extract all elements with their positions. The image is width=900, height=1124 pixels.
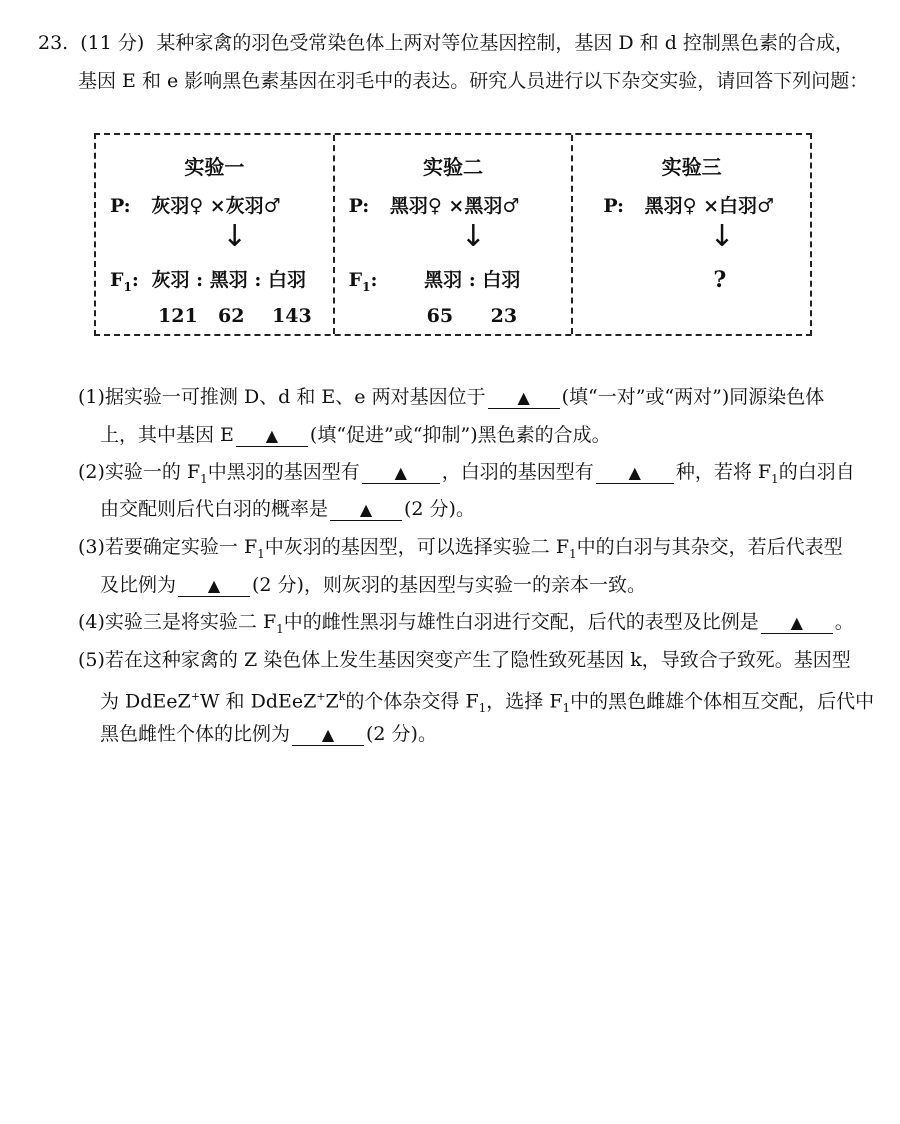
q2-line-2 (100, 496, 475, 522)
q4-text-a: (4)实验三是将实验二 F (78, 611, 277, 633)
answer-triangle-icon: ▲ (517, 388, 530, 407)
experiment-table (94, 133, 812, 336)
q4-text-b: 中的雌性黑羽与雄性白羽进行交配，后代的表型及比例是 (283, 611, 759, 633)
experiment-2-f1 (349, 265, 521, 294)
experiment-2-parents (349, 191, 520, 218)
q5-text-g: 中的黑色雌雄个体相互交配，后代中 (570, 690, 875, 713)
count-white: 143 (272, 305, 312, 327)
q5-line-2 (100, 684, 874, 721)
q5-blank-1[interactable] (292, 724, 364, 746)
answer-triangle-icon: ▲ (394, 463, 407, 482)
answer-triangle-icon: ▲ (790, 613, 803, 632)
subscript-1: 1 (257, 546, 265, 561)
parents-cross: 灰羽♀ ×灰羽♂ (151, 195, 281, 217)
q1-line-2 (100, 422, 611, 448)
superscript-k: k (338, 690, 346, 703)
answer-triangle-icon: ▲ (321, 725, 335, 744)
cross-arrow-icon: ↓ (460, 219, 486, 254)
q3-blank-1[interactable] (178, 575, 250, 597)
count-gray: 121 (158, 305, 198, 327)
stem-text-2: 基因 E 和 e 影响黑色素基因在羽毛中的表达。研究人员进行以下杂交实验，请回答下列问题： (78, 70, 869, 92)
q3-text-b: 中灰羽的基因型，可以选择实验二 F (264, 536, 570, 558)
q2-text-c: ，白羽的基因型有 (441, 461, 594, 483)
q5-text-b: 为 DdEeZ (100, 690, 191, 713)
q4-blank-1[interactable] (761, 612, 833, 634)
q5-text-e: 的个体杂交得 F (345, 690, 479, 713)
q4-line-1 (78, 609, 854, 642)
answer-triangle-icon: ▲ (265, 426, 279, 445)
subscript-1: 1 (200, 471, 208, 486)
q3-text-a: (3)若要确定实验一 F (78, 536, 258, 558)
count-white: 23 (490, 305, 518, 327)
q1-line-1 (78, 384, 824, 410)
q4-text-c: 。 (834, 611, 854, 633)
q5-text-d: Z (325, 690, 339, 713)
answer-triangle-icon: ▲ (359, 500, 373, 519)
experiment-1-f1 (110, 265, 306, 294)
count-black: 62 (218, 305, 245, 327)
subscript-1: 1 (771, 471, 779, 486)
answer-triangle-icon: ▲ (628, 463, 641, 482)
q1-blank-1[interactable] (488, 387, 560, 409)
q5-text-f: ，选择 F (486, 690, 563, 713)
experiment-1-parents (110, 191, 281, 218)
subscript-1: 1 (569, 546, 577, 561)
q5-line-3 (100, 721, 437, 747)
cross-arrow-icon: ↓ (222, 219, 248, 254)
q2-text-d: 种，若将 F (675, 461, 772, 483)
subscript-1: 1 (276, 621, 284, 636)
unknown-result: ? (713, 267, 727, 293)
q5-text-i: (2 分)。 (366, 723, 437, 745)
count-black: 65 (426, 305, 454, 327)
q2-blank-1[interactable] (362, 462, 440, 484)
q2-blank-2[interactable] (596, 462, 674, 484)
f1-ratio: 黑羽 : 白羽 (424, 269, 521, 291)
q2-text-b: 中黑羽的基因型有 (207, 461, 360, 483)
experiment-2-title: 实验二 (423, 155, 483, 179)
q2-line-1 (78, 459, 855, 492)
q2-blank-3[interactable] (330, 499, 402, 521)
experiment-3-parents (603, 191, 774, 218)
q5-text-h: 黑色雌性个体的比例为 (100, 723, 291, 745)
experiment-3-title: 实验三 (661, 155, 722, 179)
stem-text-1: 某种家禽的羽色受常染色体上两对等位基因控制，基因 D 和 d 控制黑色素的合成， (156, 32, 854, 54)
q1-text-a: (1)据实验一可推测 D、d 和 E、e 两对基因位于 (78, 386, 486, 408)
superscript-plus: + (316, 690, 326, 703)
q2-text-e: 的白羽自 (778, 461, 855, 483)
parents-cross: 黑羽♀ ×白羽♂ (644, 195, 775, 217)
subscript-1: 1 (478, 701, 487, 716)
q3-text-d: 及比例为 (100, 574, 177, 596)
p-label: P: (603, 195, 624, 217)
q1-blank-2[interactable] (236, 425, 308, 447)
question-score: (11 分) (80, 32, 145, 54)
experiment-2-cell (333, 135, 572, 334)
parents-cross: 黑羽♀ ×黑羽♂ (389, 195, 520, 217)
experiment-1-cell (96, 135, 333, 334)
question-stem-line-2 (78, 68, 868, 94)
question-number: 23. (38, 32, 69, 54)
q2-text-a: (2)实验一的 F (78, 461, 201, 483)
f1-ratio: 灰羽 : 黑羽 : 白羽 (151, 269, 306, 291)
answer-triangle-icon: ▲ (207, 576, 221, 595)
q3-line-2 (100, 572, 646, 598)
q2-text-g: (2 分)。 (404, 498, 475, 520)
q5-text-a: (5)若在这种家禽的 Z 染色体上发生基因突变产生了隐性致死基因 k，导致合子致死。基因型 (78, 649, 851, 671)
f1-label: $F_1$: (348, 269, 378, 294)
subscript-1: 1 (562, 701, 571, 716)
q3-text-c: 中的白羽与其杂交，若后代表型 (576, 536, 843, 558)
q2-text-f: 由交配则后代白羽的概率是 (100, 498, 329, 520)
p-label: P: (348, 195, 370, 217)
question-stem-line-1 (38, 30, 854, 56)
f1-label: $F_1$: (110, 269, 139, 294)
q3-line-1 (78, 534, 843, 567)
q1-text-b: (填“一对”或“两对”)同源染色体 (561, 386, 825, 408)
experiment-1-title: 实验一 (184, 155, 245, 179)
q1-text-c: 上，其中基因 E (100, 424, 234, 446)
q1-text-d: (填“促进”或“抑制”)黑色素的合成。 (309, 424, 611, 446)
q3-text-e: (2 分)，则灰羽的基因型与实验一的亲本一致。 (252, 574, 646, 596)
q5-line-1 (78, 647, 851, 673)
experiment-3-cell (571, 135, 810, 334)
cross-arrow-icon: ↓ (709, 219, 735, 254)
superscript-plus: + (190, 690, 200, 703)
q5-text-c: W 和 DdEeZ (199, 690, 317, 713)
p-label: P: (110, 195, 131, 217)
